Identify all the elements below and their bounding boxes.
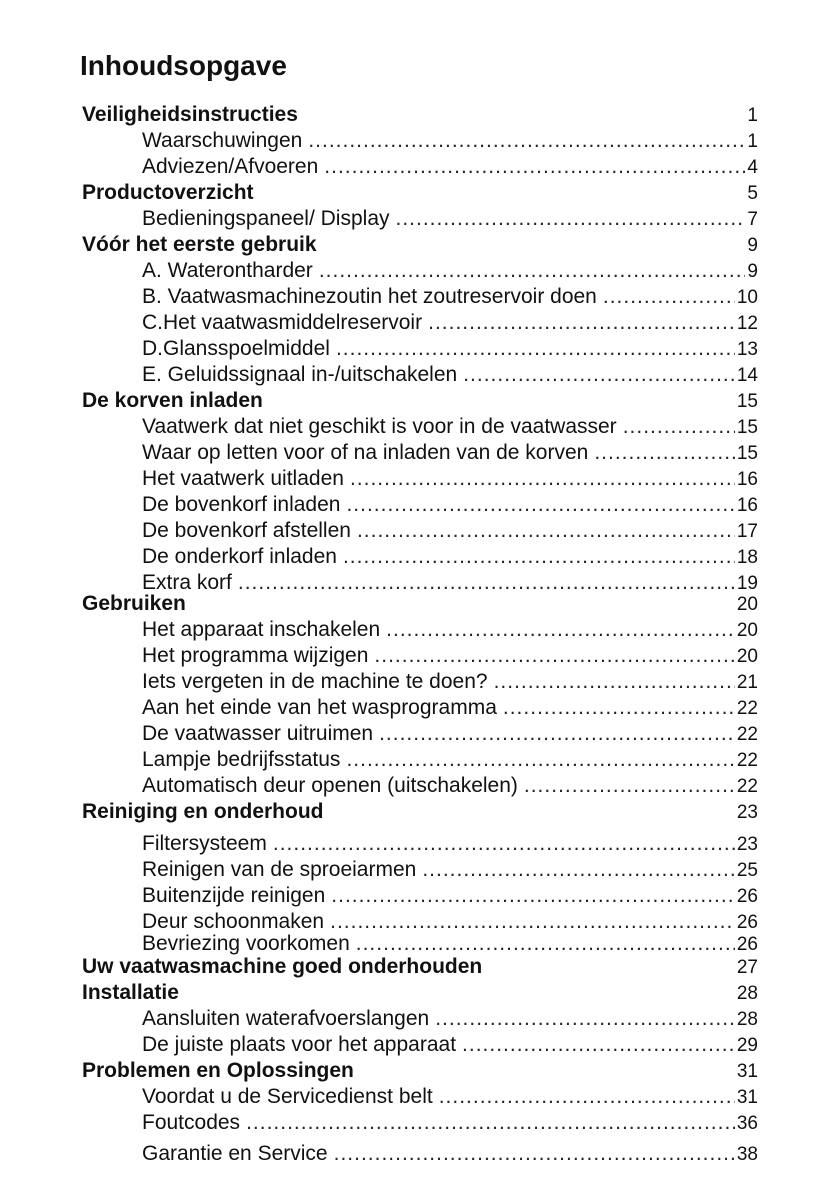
toc-entry [142, 1085, 758, 1109]
toc-entry-label: Het apparaat inschakelen [142, 618, 381, 641]
toc-entry-label: Bevriezing voorkomen [142, 932, 350, 955]
toc-entry-label: De korven inladen [82, 389, 263, 412]
toc-page-number: 7 [747, 209, 758, 230]
toc-entry [142, 129, 758, 153]
toc-entry [142, 259, 758, 283]
toc-entry-label: E. Geluidssignaal in-/uitschakelen [142, 363, 458, 386]
toc-page-number: 15 [736, 443, 758, 464]
toc-entry-label: Adviezen/Afvoeren [142, 155, 319, 178]
toc-page-number: 26 [736, 886, 758, 907]
toc-entry [142, 285, 758, 309]
toc-entry [142, 858, 758, 882]
toc-entry-label: De bovenkorf inladen [142, 493, 341, 516]
dot-leader [346, 748, 734, 772]
dot-leader [379, 722, 735, 746]
toc-entry-label: Uw vaatwasmachine goed onderhouden [82, 955, 483, 978]
toc-page-number: 16 [736, 469, 758, 490]
toc-entry-label: Productoverzicht [82, 181, 254, 204]
toc-entry-label: Veiligheidsinstructies [82, 103, 298, 126]
dot-leader [331, 884, 735, 908]
toc-entry [142, 467, 758, 491]
toc-section [82, 1059, 758, 1083]
toc-page-number: 5 [747, 183, 758, 204]
dot-leader [435, 1007, 735, 1031]
toc-entry-label: B. Vaatwasmachinezoutin het zoutreservoir doen [142, 285, 597, 308]
toc-entry-label: De vaatwasser uitruimen [142, 722, 374, 745]
toc-entry [142, 311, 758, 335]
toc-section [82, 181, 758, 205]
toc-entry [142, 1007, 758, 1031]
dot-leader [336, 337, 735, 361]
dot-leader [346, 493, 734, 517]
toc-page-number: 31 [736, 1087, 758, 1108]
toc-entry-label: Gebruiken [82, 592, 186, 615]
toc-entry-label: Problemen en Oplossingen [82, 1059, 354, 1082]
toc-entry [142, 493, 758, 517]
toc-entry [142, 722, 758, 746]
toc-page-number: 15 [736, 417, 758, 438]
toc-entry-label: Het vaatwerk uitladen [142, 467, 344, 490]
toc-entry-label: Aan het einde van het wasprogramma [142, 696, 497, 719]
toc-entry-label: Installatie [82, 981, 179, 1004]
dot-leader [463, 363, 735, 387]
toc-section [82, 981, 758, 1005]
toc-page-number: 27 [736, 957, 758, 978]
toc-page-number: 31 [736, 1061, 758, 1082]
dot-leader [374, 644, 734, 668]
toc-page-number: 21 [736, 672, 758, 693]
toc-entry [142, 207, 758, 231]
toc-entry-label: D.Glansspoelmiddel [142, 337, 330, 360]
toc-entry-label: De onderkorf inladen [142, 545, 337, 568]
toc-entry [142, 545, 758, 569]
toc-page-number: 23 [736, 834, 758, 855]
toc-entry [142, 1111, 758, 1135]
toc-page-number: 29 [736, 1035, 758, 1056]
toc-entry [142, 337, 758, 361]
dot-leader [386, 618, 735, 642]
toc-page-number: 16 [736, 495, 758, 516]
toc-entry-label: Deur schoonmaken [142, 910, 325, 933]
toc-page-number: 13 [736, 339, 758, 360]
toc-page-number: 22 [736, 724, 758, 745]
toc-entry [142, 884, 758, 908]
dot-leader [334, 1142, 735, 1166]
dot-leader [319, 259, 746, 283]
toc-section [82, 955, 758, 979]
toc-entry [142, 441, 758, 465]
toc-entry [142, 644, 758, 668]
dot-leader [246, 1111, 735, 1135]
dot-leader [428, 311, 735, 335]
toc-entry-label: Filtersysteem [142, 832, 267, 855]
toc-page-number: 4 [747, 157, 758, 178]
dot-leader [462, 1033, 735, 1057]
toc-page-number: 19 [736, 573, 758, 594]
page-title: Inhoudsopgave [80, 50, 287, 81]
toc-entry [142, 519, 758, 543]
toc-page-number: 28 [736, 983, 758, 1004]
dot-leader [343, 545, 735, 569]
toc-page-number: 14 [736, 365, 758, 386]
toc-page-number: 22 [736, 698, 758, 719]
toc-entry-label: Garantie en Service [142, 1142, 328, 1165]
toc-entry-label: Reinigen van de sproeiarmen [142, 858, 417, 881]
toc-entry-label: De juiste plaats voor het apparaat [142, 1033, 457, 1056]
dot-leader [422, 858, 735, 882]
toc-page-number: 20 [736, 594, 758, 615]
toc-entry [142, 1142, 758, 1166]
dot-leader [357, 519, 735, 543]
toc-section [82, 233, 758, 257]
dot-leader [524, 774, 735, 798]
dot-leader [594, 441, 735, 465]
toc-entry [142, 1033, 758, 1057]
toc-entry [142, 670, 758, 694]
toc-entry-label: Vaatwerk dat niet geschikt is voor in de vaatwasser [142, 415, 617, 438]
toc-page-number: 22 [736, 776, 758, 797]
toc-entry [142, 774, 758, 798]
toc-page-number: 17 [736, 521, 758, 542]
toc-page-number: 9 [747, 261, 758, 282]
toc-entry [142, 415, 758, 439]
dot-leader [356, 932, 735, 956]
dot-leader [324, 155, 745, 179]
toc-page-number: 26 [736, 912, 758, 933]
toc-entry-label: Automatisch deur openen (uitschakelen) [142, 774, 518, 797]
toc-entry [142, 910, 758, 934]
toc-entry [142, 832, 758, 856]
dot-leader [503, 696, 735, 720]
toc-entry-label: Lampje bedrijfsstatus [142, 748, 341, 771]
toc-entry-label: Voordat u de Servicedienst belt [142, 1085, 433, 1108]
toc-entry [142, 932, 758, 956]
toc-page-number: 10 [736, 287, 758, 308]
toc-section [82, 592, 758, 616]
toc-page-number: 9 [747, 235, 758, 256]
toc-section [82, 800, 758, 824]
toc-entry-label: Buitenzijde reinigen [142, 884, 326, 907]
toc-page-number: 18 [736, 547, 758, 568]
toc-page-number: 36 [736, 1113, 758, 1134]
dot-leader [396, 207, 746, 231]
toc-entry [142, 618, 758, 642]
toc-section [82, 389, 758, 413]
toc-entry-label: Waarschuwingen [142, 129, 303, 152]
dot-leader [273, 832, 735, 856]
toc-page-number: 1 [747, 105, 758, 126]
toc-page-number: 22 [736, 750, 758, 771]
toc-entry [142, 363, 758, 387]
toc-entry-label: Het programma wijzigen [142, 644, 369, 667]
toc-page-number: 25 [736, 860, 758, 881]
toc-entry-label: Extra korf [142, 571, 232, 594]
toc-page-number: 38 [736, 1144, 758, 1165]
toc-entry-label: Bedieningspaneel/ Display [142, 207, 390, 230]
toc-entry-label: Waar op letten voor of na inladen van de korven [142, 441, 589, 464]
toc-entry-label: De bovenkorf afstellen [142, 519, 351, 542]
toc-entry-label: Vóór het eerste gebruik [82, 233, 317, 256]
toc-entry [142, 696, 758, 720]
toc-page-number: 26 [736, 934, 758, 955]
toc-page-number: 20 [736, 646, 758, 667]
toc-section [82, 103, 758, 127]
toc-entry-label: Foutcodes [142, 1111, 241, 1134]
toc-page-number: 23 [736, 802, 758, 823]
toc-page-number: 12 [736, 313, 758, 334]
dot-leader [350, 467, 735, 491]
dot-leader [623, 415, 735, 439]
dot-leader [330, 910, 735, 934]
toc-entry [142, 155, 758, 179]
toc-page-number: 20 [736, 620, 758, 641]
toc-entry-label: A. Waterontharder [142, 259, 313, 282]
toc-entry-label: Aansluiten waterafvoerslangen [142, 1007, 430, 1030]
toc-page-number: 1 [747, 131, 758, 152]
toc-page-number: 15 [736, 391, 758, 412]
toc-entry [142, 748, 758, 772]
dot-leader [603, 285, 735, 309]
toc-entry-label: C.Het vaatwasmiddelreservoir [142, 311, 423, 334]
toc-entry-label: Iets vergeten in de machine te doen? [142, 670, 488, 693]
dot-leader [308, 129, 745, 153]
toc-entry-label: Reiniging en onderhoud [82, 800, 324, 823]
toc-page-number: 28 [736, 1009, 758, 1030]
dot-leader [439, 1085, 735, 1109]
dot-leader [494, 670, 735, 694]
